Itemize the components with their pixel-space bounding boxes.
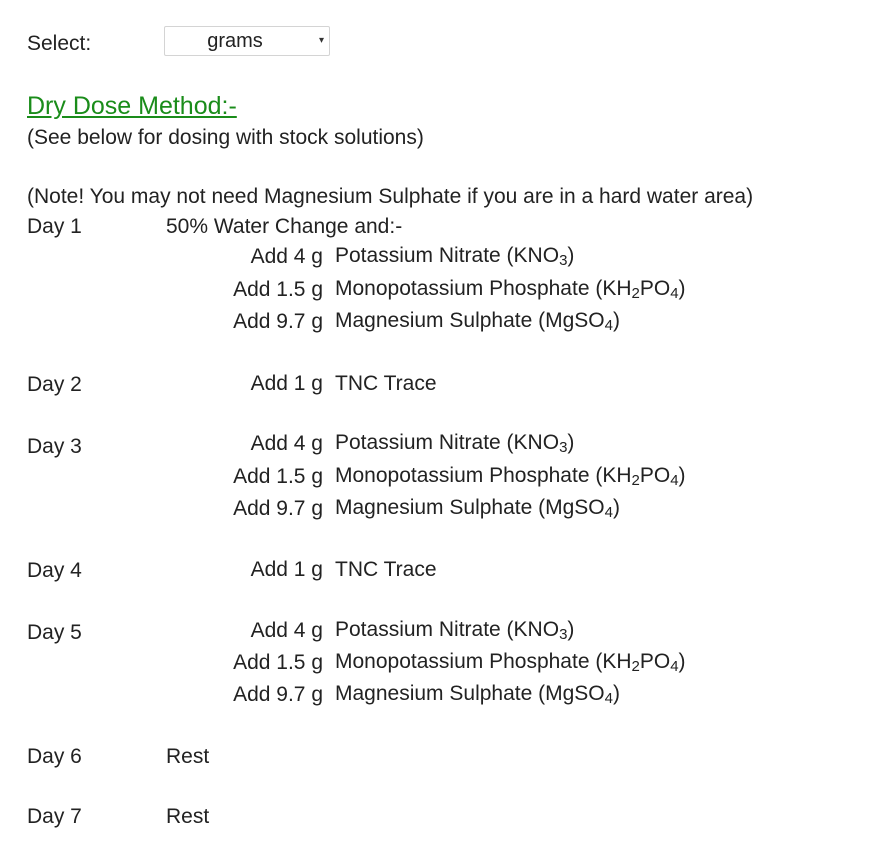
dose-amount: Add 1.5 g: [233, 278, 323, 301]
dose-chemical: Magnesium Sulphate (MgSO$_4$): [335, 682, 620, 707]
day-label: Day 5: [27, 621, 82, 644]
unit-select-value: grams: [207, 30, 263, 52]
dose-amount: Add 9.7 g: [233, 497, 323, 520]
dose-chemical: Potassium Nitrate $(KNO_3)$: [335, 618, 575, 643]
dose-chemical: Monopotassium Phosphate $(KH_2PO_4)$: [335, 277, 686, 302]
day-action: Rest: [166, 805, 210, 828]
dose-chemical: Monopotassium Phosphate $(KH_2PO_4)$: [335, 464, 686, 489]
day-action: Rest: [166, 745, 210, 768]
dose-amount: Add 1.5 g: [233, 651, 323, 674]
dose-amount: Add 9.7 g: [233, 310, 323, 333]
dose-chemical: TNC Trace: [335, 372, 437, 395]
selector-label: Select:: [27, 32, 92, 55]
dose-chemical: Magnesium Sulphate (MgSO$_4$): [335, 309, 620, 334]
dose-amount: Add 1.5 g: [233, 465, 323, 488]
page-title: Dry Dose Method:-: [27, 92, 237, 120]
hard-water-note: (Note! You may not need Magnesium Sulphate if you are in a hard water area): [27, 185, 754, 208]
day-label: Day 4: [27, 559, 82, 582]
dose-amount: Add 1 g: [250, 372, 323, 395]
dose-amount: Add 1 g: [250, 558, 323, 581]
chevron-down-icon: ▾: [318, 35, 324, 46]
day-label: Day 7: [27, 805, 82, 828]
dose-amount: Add 4 g: [250, 432, 323, 455]
dose-amount: Add 9.7 g: [233, 683, 323, 706]
dose-amount: Add 4 g: [250, 619, 323, 642]
dose-amount: Add 4 g: [250, 245, 323, 268]
day-label: Day 2: [27, 373, 82, 396]
day-label: Day 6: [27, 745, 82, 768]
day-action: 50% Water Change and:-: [166, 215, 403, 238]
day-label: Day 3: [27, 435, 82, 458]
dose-chemical: Potassium Nitrate $(KNO_3)$: [335, 431, 575, 456]
stock-solution-note: (See below for dosing with stock solutions): [27, 126, 424, 149]
dose-chemical: Magnesium Sulphate (MgSO$_4$): [335, 496, 620, 521]
dose-chemical: Potassium Nitrate $(KNO_3)$: [335, 244, 575, 269]
day-label: Day 1: [27, 215, 82, 238]
dose-chemical: TNC Trace: [335, 558, 437, 581]
unit-select[interactable]: [164, 26, 330, 56]
dose-chemical: Monopotassium Phosphate $(KH_2PO_4)$: [335, 650, 686, 675]
